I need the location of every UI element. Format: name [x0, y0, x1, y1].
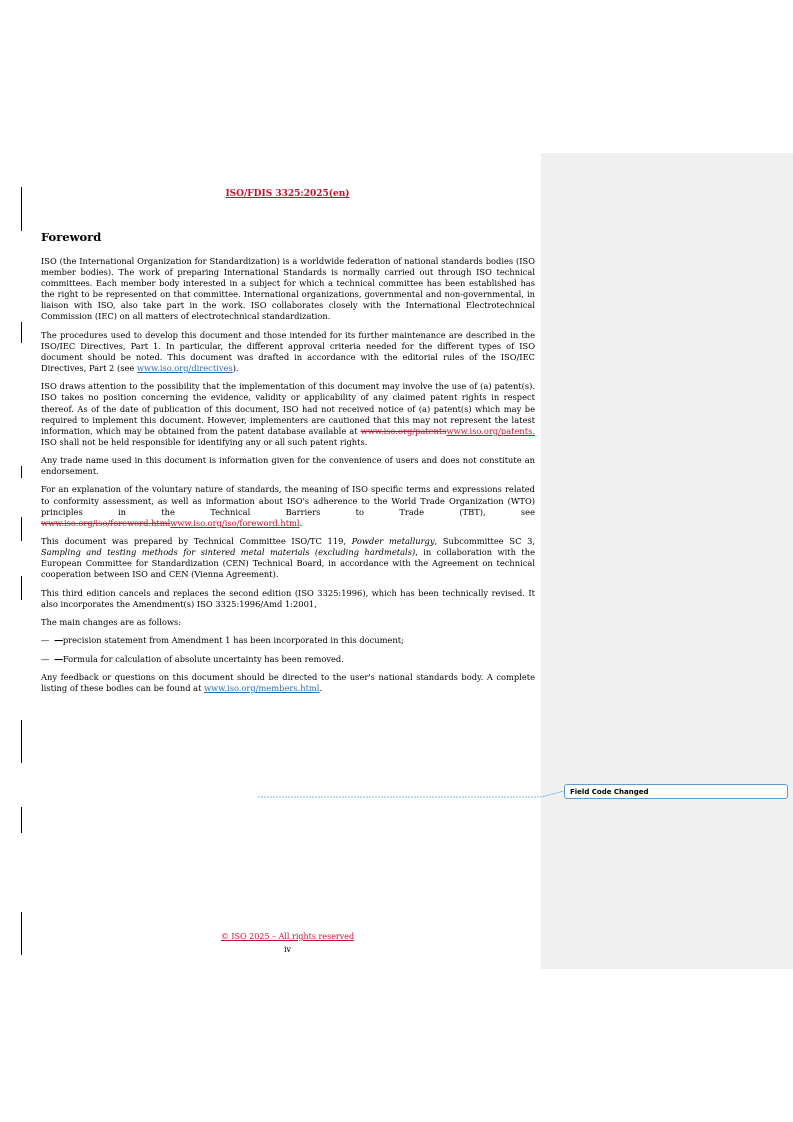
paragraph: For an explanation of the voluntary nature of standards, the meaning of ISO specific terms and expressions related to conformity assessment, as well as information about ISO's adherence to the World Trade Organization (WTO) principles in the Technical Barriers to Trade (TBT), see www.iso.org/iso/foreword.htmlwww.iso.org/iso/foreword.html. [41, 484, 535, 528]
document-reference-header: ISO/FDIS 3325:2025(en) [225, 189, 350, 199]
patents-link[interactable]: www.iso.org/patents. [446, 425, 535, 436]
copyright-footer: © ISO 2025 – All rights reserved [220, 932, 355, 941]
deleted-patents-link: www.iso.org/patents [360, 425, 447, 436]
deleted-foreword-link: www.iso.org/iso/foreword.html [41, 517, 171, 528]
paragraph: This document was prepared by Technical Committee ISO/TC 119, Powder metallurgy, Subcommittee SC 3, Sampling and testing methods for sintered metal materials (excluding hardmetals), in collaboration with the European Committee for Standardization (CEN) Technical Board, in accordance with the Agreement on technical cooperation between ISO and CEN (Vienna Agreement). [41, 536, 535, 580]
document-body [41, 256, 535, 701]
list-item: — —precision statement from Amendment 1 has been incorporated in this document; [41, 635, 404, 646]
change-bar [21, 517, 22, 541]
paragraph: The main changes are as follows: [41, 616, 182, 627]
directives-link[interactable]: www.iso.org/directives [136, 363, 233, 374]
paragraph: ISO draws attention to the possibility that the implementation of this document may involve the use of (a) patent(s). ISO takes no position concerning the evidence, validity or applicability of any claimed patent rights in respect thereof. As of the date of publication of this document, ISO had not received notice of (a) patent(s) which may be required to implement this document. However, implementers are cautioned that this may not represent the latest information, which may be obtained from the patent database available at www.iso.org/patentswww.iso.org/patents. ISO shall not be held responsible for identifying any or all such patent rights. [41, 381, 535, 447]
change-bar [21, 912, 22, 955]
change-bar [21, 322, 22, 343]
page-title: Foreword [41, 230, 102, 244]
foreword-link[interactable]: www.iso.org/iso/foreword.html [170, 517, 300, 528]
paragraph: The procedures used to develop this document and those intended for its further maintenance are described in the ISO/IEC Directives, Part 1. In particular, the different approval criteria needed for the different types of ISO document should be noted. This document was drafted in accordance with the editorial rules of the ISO/IEC Directives, Part 2 (see www.iso.org/directives). [41, 329, 535, 374]
change-bar [21, 576, 22, 600]
change-bar [21, 466, 22, 478]
change-bar [21, 720, 22, 763]
paragraph: ISO (the International Organization for Standardization) is a worldwide federation of national standards bodies (ISO member bodies). The work of preparing International Standards is normally carried out through ISO technical committees. Each member body interested in a subject for which a technical committee has been established has the right to be represented on that committee. International organizations, governmental and non-governmental, in liaison with ISO, also take part in the work. ISO collaborates closely with the International Electrotechnical Commission (IEC) on all matters of electrotechnical standardization. [41, 256, 535, 322]
list-item: — —Formula for calculation of absolute uncertainty has been removed. [41, 653, 344, 664]
change-bar [21, 807, 22, 833]
change-bar [21, 187, 22, 231]
page-number: iv [283, 945, 292, 954]
paragraph: Any trade name used in this document is information given for the convenience of users and does not constitute an endorsement. [41, 455, 535, 477]
paragraph: This third edition cancels and replaces the second edition (ISO 3325:1996), which has been technically revised. It also incorporates the Amendment(s) ISO 3325:1996/Amd 1:2001, [41, 587, 535, 609]
paragraph: Any feedback or questions on this document should be directed to the user's national standards body. A complete listing of these bodies can be found at www.iso.org/members.html. [41, 671, 535, 693]
comment-balloon[interactable]: Field Code Changed [564, 784, 788, 799]
members-link[interactable]: www.iso.org/members.html [204, 682, 320, 693]
markup-pane [541, 153, 793, 969]
